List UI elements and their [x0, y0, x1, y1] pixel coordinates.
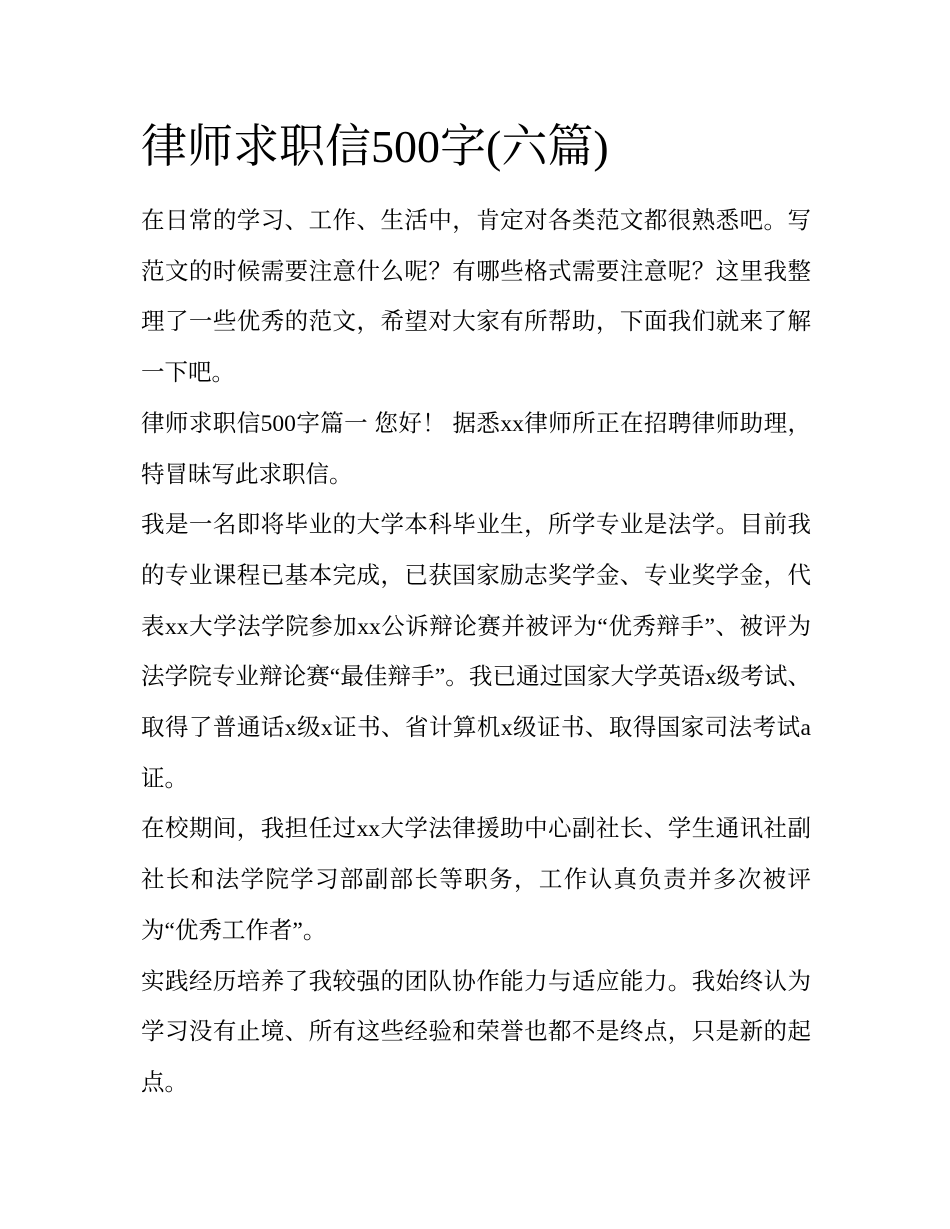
document-title: 律师求职信500字(六篇) [141, 121, 609, 172]
paragraph-campus-roles: 在校期间，我担任过xx大学法律援助中心副社长、学生通讯社副社长和法学院学习部副部长等职务，工作认真负责并多次被评为“优秀工作者”。 [141, 816, 811, 944]
document-content [141, 112, 811, 1109]
paragraph-experience: 实践经历培养了我较强的团队协作能力与适应能力。我始终认为学习没有止境、所有这些经验和荣誉也都不是终点，只是新的起点。 [141, 968, 811, 1096]
paragraph-greeting: 律师求职信500字篇一 您好！ 据悉xx律师所正在招聘律师助理，特冒昧写此求职信。 [141, 410, 811, 488]
document-body [141, 196, 811, 1109]
paragraph-education: 我是一名即将毕业的大学本科毕业生，所学专业是法学。目前我的专业课程已基本完成，已获国家励志奖学金、专业奖学金，代表xx大学法学院参加xx公诉辩论赛并被评为“优秀辩手”、被评为法学院专业辩论赛“最佳辩手”。我已通过国家大学英语x级考试、取得了普通话x级x证书、省计算机x级证书、取得国家司法考试a证。 [141, 512, 811, 792]
paragraph-intro: 在日常的学习、工作、生活中，肯定对各类范文都很熟悉吧。写范文的时候需要注意什么呢？有哪些格式需要注意呢？这里我整理了一些优秀的范文，希望对大家有所帮助，下面我们就来了解一下吧。 [141, 208, 811, 387]
